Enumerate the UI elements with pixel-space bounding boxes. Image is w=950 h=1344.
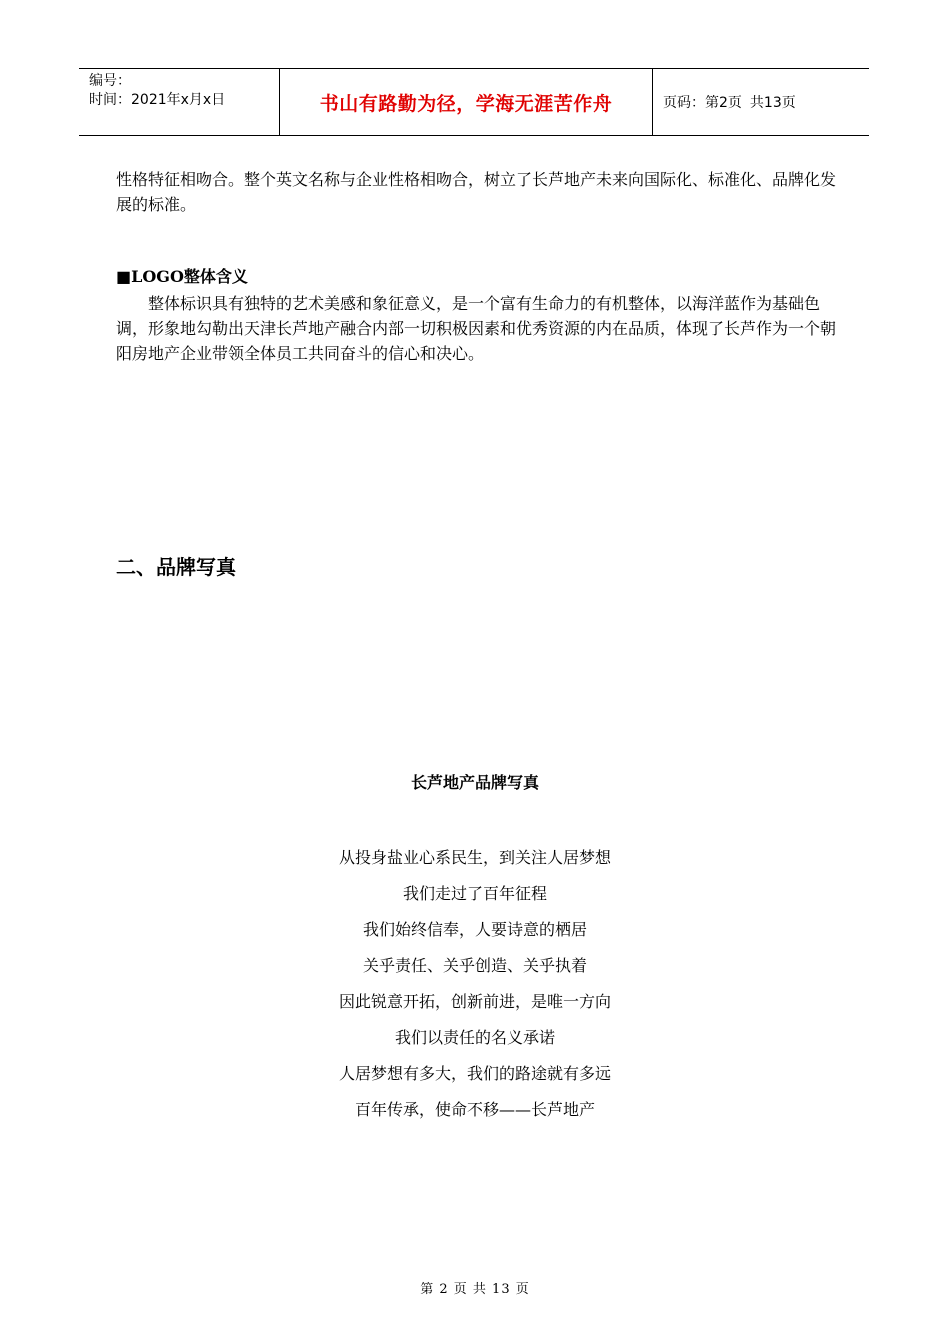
page-header (79, 68, 869, 136)
poem-line: 我们走过了百年征程 (402, 884, 547, 903)
poem-line: 我们以责任的名义承诺 (394, 1028, 555, 1047)
header-motto: 书山有路勤为径，学海无涯苦作舟 (280, 69, 653, 135)
intro-paragraph: 性格特征相吻合。整个英文名称与企业性格相吻合，树立了长芦地产未来向国际化、标准化、品牌化发展的标准。 (116, 170, 837, 214)
number-label: 编号： (89, 73, 131, 89)
time-label: 时间：2021年x月x日 (89, 92, 226, 108)
page-total: 共13页 (749, 95, 796, 111)
section-two-heading: 二、品牌写真 (116, 555, 236, 579)
page-footer: 第 2 页 共 13 页 (420, 1282, 530, 1297)
poem-title: 长芦地产品牌写真 (410, 773, 539, 792)
header-page-number (653, 69, 869, 135)
logo-section-heading: ■LOGO整体含义 (116, 267, 248, 286)
poem-line: 关乎责任、关乎创造、关乎执着 (362, 956, 587, 975)
poem (0, 840, 950, 1128)
header-meta (79, 69, 280, 135)
poem-line: 从投身盐业心系民生，到关注人居梦想 (338, 848, 611, 867)
page-prefix: 页码：第2页 (663, 95, 742, 111)
logo-section-text: 整体标识具有独特的艺术美感和象征意义，是一个富有生命力的有机整体，以海洋蓝作为基础色调，形象地勾勒出天津长芦地产融合内部一切积极因素和优秀资源的内在品质，体现了长芦作为一个朝阳房地产企业带领全体员工共同奋斗的信心和决心。 (116, 294, 837, 363)
poem-line: 百年传承，使命不移——长芦地产 (354, 1100, 595, 1119)
poem-line: 我们始终信奉，人要诗意的栖居 (362, 920, 587, 939)
poem-line: 因此锐意开拓，创新前进，是唯一方向 (338, 992, 611, 1011)
poem-line: 人居梦想有多大，我们的路途就有多远 (338, 1064, 611, 1083)
